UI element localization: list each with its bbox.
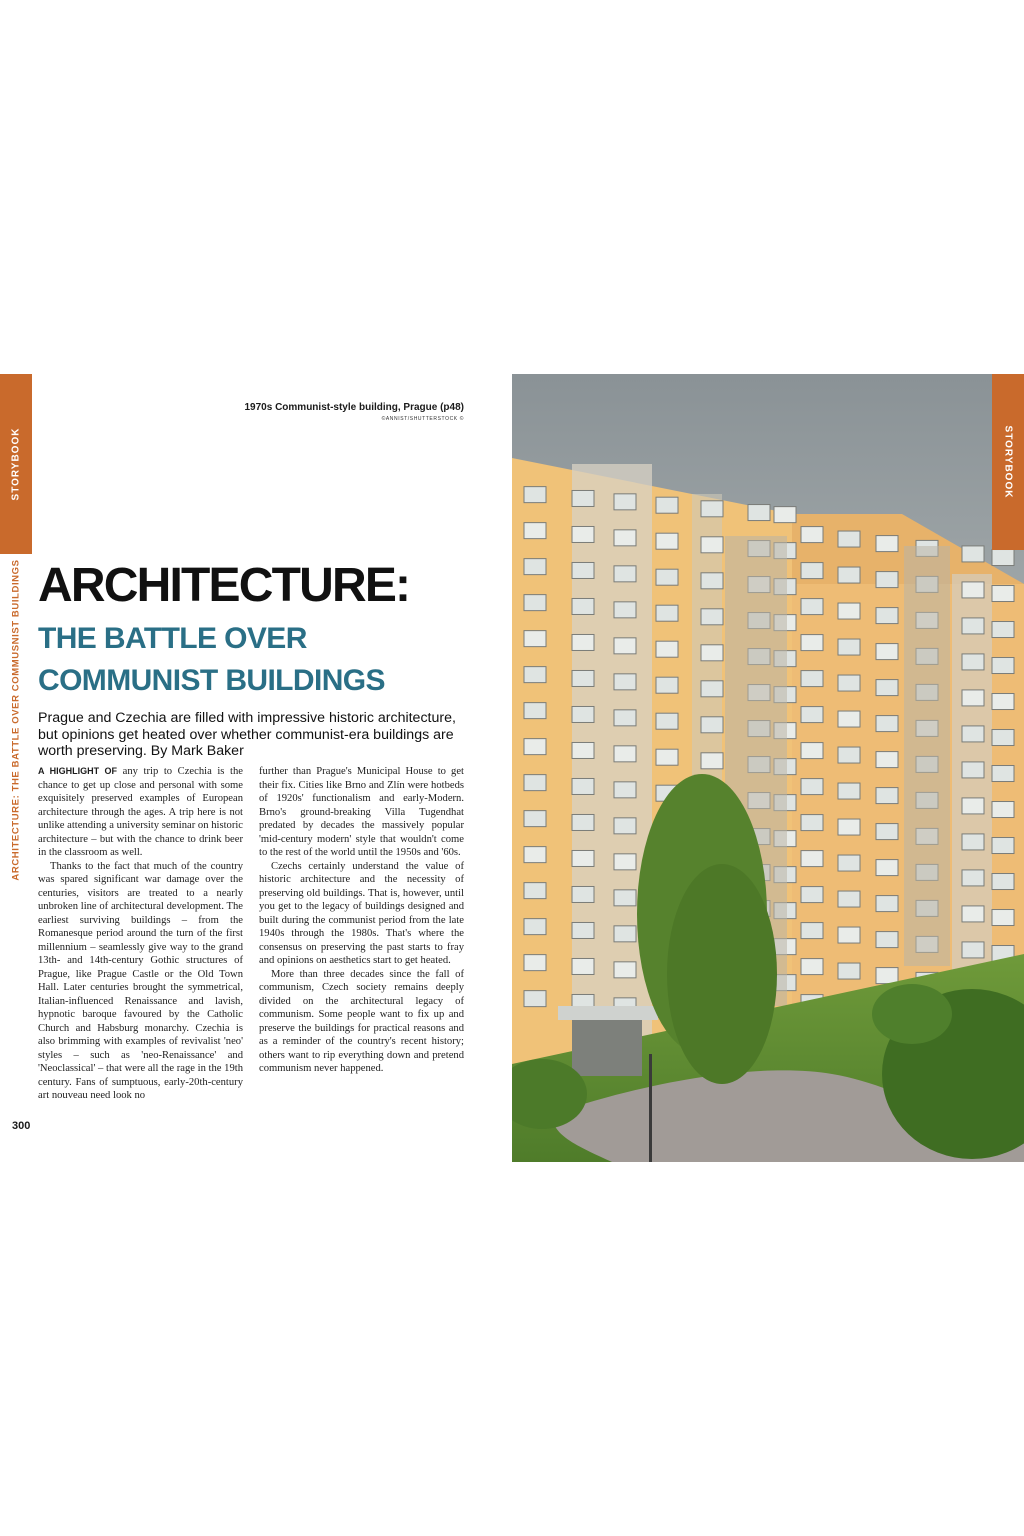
window	[962, 906, 984, 922]
caption-credit: ©ANNIST/SHUTTERSTOCK ©	[381, 416, 464, 422]
section-tab-label: STORYBOOK	[10, 427, 22, 501]
entrance-canopy	[558, 1006, 658, 1020]
window	[524, 919, 546, 935]
window	[992, 550, 1014, 566]
window	[524, 955, 546, 971]
window	[656, 605, 678, 621]
window	[801, 923, 823, 939]
window	[876, 788, 898, 804]
window	[524, 631, 546, 647]
window	[838, 567, 860, 583]
window	[701, 645, 723, 661]
window	[962, 762, 984, 778]
birch-tree	[667, 864, 777, 1084]
window	[992, 874, 1014, 890]
window	[572, 706, 594, 722]
window	[656, 497, 678, 513]
paragraph-text: any trip to Czechia is the chance to get up close and personal with some exquisitely preserved examples of European architecture through the ages. A trip here is not unlike attending a university seminar on historic architecture – but with the chance to drink beer in the classroom as well.	[38, 766, 243, 858]
window	[801, 671, 823, 687]
window	[614, 782, 636, 798]
tree	[872, 984, 952, 1044]
section-tab-right-label: STORYBOOK	[1002, 425, 1014, 499]
gray-panel	[572, 464, 652, 1074]
window	[572, 958, 594, 974]
window	[701, 609, 723, 625]
window	[614, 926, 636, 942]
window	[876, 968, 898, 984]
window	[838, 675, 860, 691]
window	[876, 716, 898, 732]
window	[962, 654, 984, 670]
window	[572, 562, 594, 578]
window	[572, 850, 594, 866]
window	[992, 586, 1014, 602]
window	[801, 779, 823, 795]
window	[838, 639, 860, 655]
subhead-line-1: THE BATTLE OVER	[38, 622, 307, 655]
window	[962, 618, 984, 634]
window	[614, 638, 636, 654]
body-paragraph: Czechs certainly understand the value of historic architecture and the necessity of preserving old buildings. That is, however, until you get to the legacy of buildings designed and built during the communist period from the late 1940s through the 1980s. That's where the consensus on preserving the past starts to fray and opinions on aesthetics start to get heated.	[259, 860, 464, 966]
window	[876, 644, 898, 660]
window	[876, 608, 898, 624]
photo-caption	[200, 402, 464, 422]
building-photo	[512, 374, 1024, 1162]
window	[801, 527, 823, 543]
window	[838, 855, 860, 871]
running-head-text: ARCHITECTURE: THE BATTLE OVER COMMUSNIST BUILDINGS	[10, 559, 22, 881]
window	[524, 595, 546, 611]
window	[656, 749, 678, 765]
window	[992, 694, 1014, 710]
window	[701, 501, 723, 517]
lead-in: A HIGHLIGHT OF	[38, 766, 118, 776]
window	[524, 523, 546, 539]
section-tab	[0, 374, 32, 554]
window	[838, 819, 860, 835]
window	[524, 847, 546, 863]
window	[656, 677, 678, 693]
window	[876, 824, 898, 840]
running-head	[5, 560, 27, 880]
window	[838, 747, 860, 763]
section-tab-right	[992, 374, 1024, 550]
window	[876, 860, 898, 876]
standfirst: Prague and Czechia are filled with impressive historic architecture, but opinions get heated over whether communist-era buildings are worth preserving. By Mark Baker	[38, 710, 456, 759]
window	[992, 658, 1014, 674]
window	[801, 707, 823, 723]
window	[614, 566, 636, 582]
window	[524, 775, 546, 791]
window	[572, 814, 594, 830]
window	[801, 959, 823, 975]
window	[838, 783, 860, 799]
window	[962, 726, 984, 742]
window	[701, 681, 723, 697]
window	[992, 730, 1014, 746]
window	[962, 546, 984, 562]
window	[614, 746, 636, 762]
window	[614, 854, 636, 870]
body-column-2	[259, 765, 464, 1076]
window	[876, 536, 898, 552]
window	[572, 886, 594, 902]
window	[614, 494, 636, 510]
window	[876, 896, 898, 912]
window	[572, 598, 594, 614]
window	[801, 815, 823, 831]
window	[572, 490, 594, 506]
window	[838, 711, 860, 727]
window	[614, 890, 636, 906]
window	[838, 603, 860, 619]
window	[801, 635, 823, 651]
window	[572, 634, 594, 650]
window	[962, 942, 984, 958]
window	[614, 674, 636, 690]
window	[838, 927, 860, 943]
window	[748, 505, 770, 521]
window	[656, 641, 678, 657]
window	[838, 531, 860, 547]
window	[801, 887, 823, 903]
window	[876, 680, 898, 696]
lamp-post	[649, 1054, 652, 1162]
body-paragraph: Thanks to the fact that much of the country was spared significant war damage over the centuries, visitors are treated to a nearly unbroken line of architectural development. The earliest surviving buildings – from the Romanesque period around the turn of the first millennium – seamlessly give way to the grand 13th- and 14th-century Gothic structures of Prague, like Prague Castle or the Old Town Hall. Later centuries brought the symmetrical, Italian-influenced Renaissance and lavish, hypnotic baroque favoured by the Catholic Church and Habsburg monarchy. Czechia is also brimming with examples of revivalist 'neo' styles – such as 'neo-Renaissance' and 'Neoclassical' – that were all the rage in the 19th century. Fans of sumptuous, early-20th-century art nouveau need look no	[38, 860, 243, 1101]
window	[572, 742, 594, 758]
window	[614, 530, 636, 546]
subhead	[38, 618, 478, 702]
window	[701, 753, 723, 769]
window	[614, 602, 636, 618]
entrance	[572, 1020, 642, 1076]
headline: ARCHITECTURE:	[38, 559, 410, 612]
body-paragraph	[38, 765, 243, 860]
window	[524, 739, 546, 755]
window	[876, 752, 898, 768]
window	[962, 870, 984, 886]
body-paragraph: further than Prague's Municipal House to get their fix. Cities like Brno and Zlín were hotbeds of 1920s' functionalism and early-Modern. Brno's ground-breaking Villa Tugendhat predated by decades the massively popular 'mid-century modern' style that wouldn't come to the rest of the world until the 1950s and '60s.	[259, 766, 464, 858]
page-number: 300	[12, 1120, 31, 1132]
window	[801, 743, 823, 759]
window	[774, 507, 796, 523]
window	[992, 802, 1014, 818]
window	[876, 932, 898, 948]
body-paragraph: More than three decades since the fall of communism, Czech society remains deeply divided on the architectural legacy of communism. Some people want to fix up and preserve the buildings for practical reasons and as a reminder of the country's recent history; others want to rip everything down and pretend communism never happened.	[259, 968, 464, 1074]
window	[524, 811, 546, 827]
window	[524, 991, 546, 1007]
window	[524, 487, 546, 503]
window	[838, 963, 860, 979]
window	[992, 766, 1014, 782]
window	[992, 838, 1014, 854]
window	[962, 834, 984, 850]
body-column-1	[38, 765, 243, 1103]
window	[962, 798, 984, 814]
caption-title: 1970s Communist-style building, Prague (p48)	[244, 402, 464, 413]
subhead-line-2: COMMUNIST BUILDINGS	[38, 664, 385, 697]
window	[656, 533, 678, 549]
window	[572, 670, 594, 686]
window	[992, 622, 1014, 638]
window	[656, 569, 678, 585]
window	[992, 910, 1014, 926]
balcony-column	[904, 546, 950, 966]
window	[572, 778, 594, 794]
window	[524, 559, 546, 575]
window	[572, 922, 594, 938]
window	[701, 573, 723, 589]
window	[614, 962, 636, 978]
window	[838, 891, 860, 907]
window	[962, 582, 984, 598]
window	[801, 851, 823, 867]
window	[614, 710, 636, 726]
window	[656, 713, 678, 729]
window	[701, 537, 723, 553]
window	[524, 703, 546, 719]
window	[962, 690, 984, 706]
window	[801, 599, 823, 615]
window	[572, 526, 594, 542]
window	[524, 883, 546, 899]
window	[801, 563, 823, 579]
window	[524, 667, 546, 683]
window	[701, 717, 723, 733]
window	[876, 572, 898, 588]
window	[614, 818, 636, 834]
